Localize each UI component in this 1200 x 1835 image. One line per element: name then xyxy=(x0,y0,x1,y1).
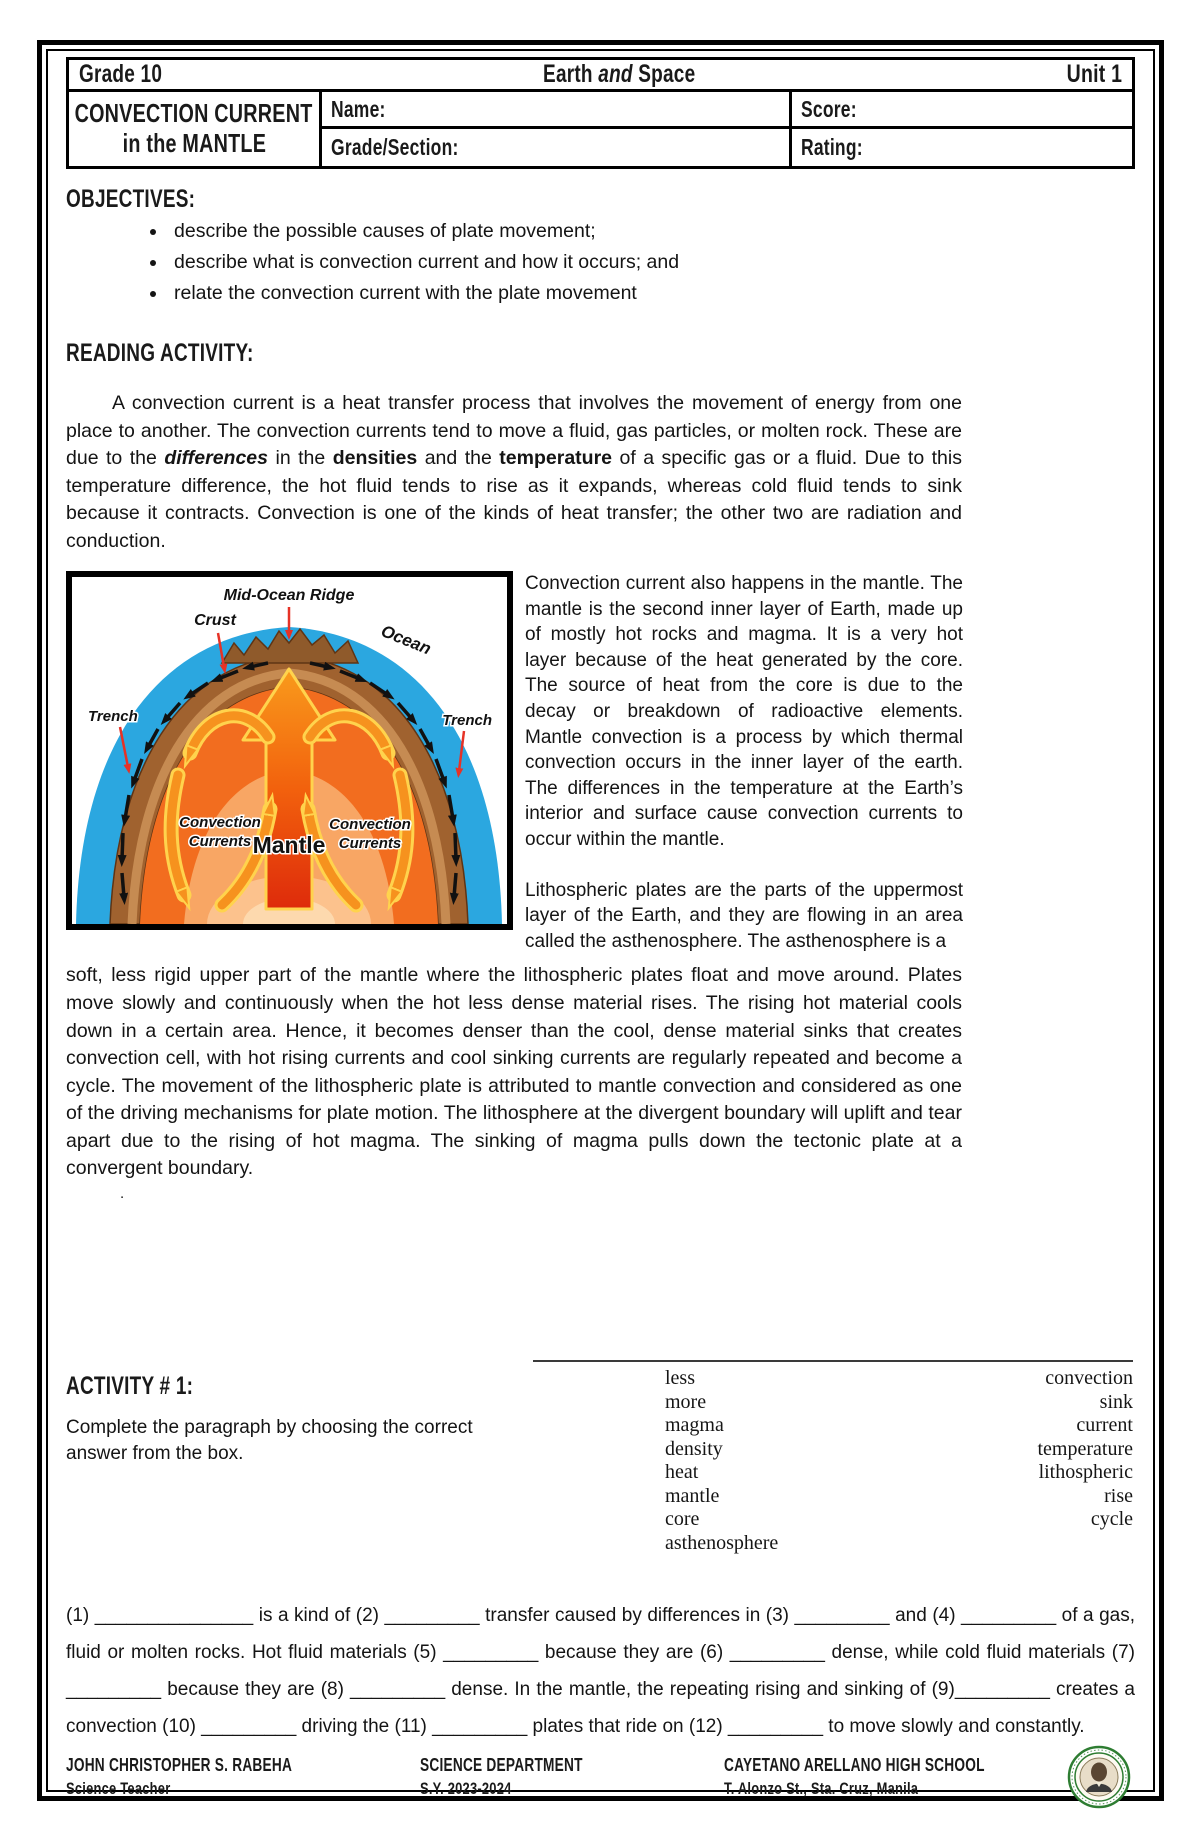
mantle-diagram-icon xyxy=(72,577,507,924)
objectives-heading: OBJECTIVES: xyxy=(66,185,196,213)
label-crust: Crust xyxy=(194,612,236,629)
activity-heading: ACTIVITY # 1: xyxy=(66,1372,194,1401)
label-convection-right: Convection xyxy=(329,816,411,833)
footer-school: CAYETANO ARELLANO HIGH SCHOOL T. Alonzo St., Sta. Cruz, Manila xyxy=(723,1755,985,1799)
header-band xyxy=(66,57,1135,92)
word-item: cycle xyxy=(1090,1508,1133,1531)
reading-paragraph-3: Lithospheric plates are the parts of the uppermost layer of the Earth, and they are flowing in an area called the asthenosphere. The asthenosphere is a xyxy=(525,879,963,952)
word-item: density xyxy=(665,1437,723,1460)
page-border xyxy=(37,40,1164,1801)
label-trench-right: Trench xyxy=(442,712,492,729)
word-item: asthenosphere xyxy=(665,1531,779,1554)
word-bank xyxy=(533,1360,1133,1555)
svg-text:Currents: Currents xyxy=(188,833,252,850)
name-field: Name: xyxy=(322,92,789,129)
label-ocean: Ocean xyxy=(378,621,434,659)
word-item: • relate the convection current with the plate movement xyxy=(168,282,1135,305)
unit-label: Unit 1 xyxy=(1066,60,1122,88)
word-item: core xyxy=(665,1508,700,1531)
reading-paragraph-1: A convection current is a heat transfer process that involves the movement of energy from one place to another. The convection currents tend to move a fluid, gas particles, or molten rock. These are due to the differences in the densities and the temperature of a specific gas or a fluid. Due to this temperature difference, the hot fluid tends to rise as it expands, whereas cold fluid tends to sink because it contracts. Convection is one of the kinds of heat transfer; the other two are radiation and conduction. xyxy=(66,392,962,552)
header-table xyxy=(66,92,1135,169)
label-mantle: Mantle xyxy=(252,832,326,858)
score-field: Score: xyxy=(789,92,1132,129)
label-convection-left: Convection xyxy=(179,814,261,831)
objectives-list xyxy=(66,220,1135,313)
word-item: lithospheric xyxy=(1038,1461,1133,1484)
word-item: heat xyxy=(665,1461,699,1484)
word-bank-right-column xyxy=(1038,1367,1134,1555)
activity-section xyxy=(66,1360,1135,1555)
subject-title: Earth and Space xyxy=(543,60,696,88)
word-item: more xyxy=(665,1390,707,1413)
reading-paragraph-continuation: soft, less rigid upper part of the mantle where the lithospheric plates float and move around. Plates move slowly and continuously when the hot less dense material rises. The rising hot material cools down in a certain area. Hence, it becomes denser than the cool, dense material sinks that creates convection cell, with hot rising currents and cool sinking currents are regularly repeated and become a cycle. The movement of the lithospheric plate is attributed to mantle convection and considered as one of the driving mechanisms for plate motion. The lithosphere at the divergent boundary will uplift and tear apart due to the rising of hot magma. The sinking of magma pulls down the tectonic plate at a convergent boundary. xyxy=(66,964,962,1180)
activity-instructions: Complete the paragraph by choosing the correct answer from the box. xyxy=(66,1417,473,1464)
grade-level: Grade 10 xyxy=(79,60,163,88)
worksheet-title: CONVECTION CURRENT in the MANTLE xyxy=(69,92,322,166)
stray-period: . xyxy=(120,1185,125,1203)
word-item: rise xyxy=(1104,1484,1133,1507)
word-item: • describe what is convection current and how it occurs; and xyxy=(168,251,1135,274)
grade-section-field: Grade/Section: xyxy=(331,134,459,160)
figure-row xyxy=(66,571,1135,954)
word-item: magma xyxy=(665,1414,724,1437)
reading-paragraph-2: Convection current also happens in the mantle. The mantle is the second inner layer of Earth, made up of mostly hot rocks and magma. It is a very hot layer because of the heat generated by the core. The source of heat from the core is due to the decay or breakdown of radioactive elements. Mantle convection is a process by which thermal convection occurs in the inner layer of the earth. The differences in the temperature at the Earth’s interior and surface cause convection currents to occur within the mantle. xyxy=(525,573,963,850)
word-item: mantle xyxy=(665,1484,720,1507)
word-item: temperature xyxy=(1037,1437,1133,1460)
word-item: • describe the possible causes of plate movement; xyxy=(168,220,1135,243)
word-item: sink xyxy=(1099,1390,1133,1413)
svg-text:Currents: Currents xyxy=(338,835,402,852)
footer-department: SCIENCE DEPARTMENT S.Y. 2023-2024 xyxy=(420,1755,583,1799)
word-item: convection xyxy=(1045,1367,1133,1390)
label-trench-left: Trench xyxy=(88,708,138,725)
word-item: current xyxy=(1076,1414,1133,1437)
label-mid-ocean-ridge: Mid-Ocean Ridge xyxy=(223,587,355,604)
mantle-convection-figure xyxy=(66,571,513,930)
word-item: less xyxy=(665,1367,695,1390)
page-footer xyxy=(66,1745,1135,1815)
fill-in-paragraph: (1) _______________ is a kind of (2) _________ transfer caused by differences in (3) _________ and (4) _________ of a gas, fluid or molten rocks. Hot fluid materials (5) _________ because they are (6) _________ dense, while cold fluid materials (7) _________ because they are (8) _________ dense. In the mantle, the repeating rising and sinking of (9)_________ creates a convection (10) _________ driving the (11) _________ plates that ride on (12) _________ to move slowly and constantly. xyxy=(66,1605,1135,1738)
word-bank-left-column xyxy=(665,1367,1038,1555)
reading-side-column xyxy=(525,571,963,954)
rating-field: Rating: xyxy=(789,129,1132,166)
reading-heading: READING ACTIVITY: xyxy=(66,339,254,367)
footer-teacher: JOHN CHRISTOPHER S. RABEHA Science Teacher xyxy=(66,1755,293,1799)
school-seal-icon xyxy=(1067,1745,1131,1809)
